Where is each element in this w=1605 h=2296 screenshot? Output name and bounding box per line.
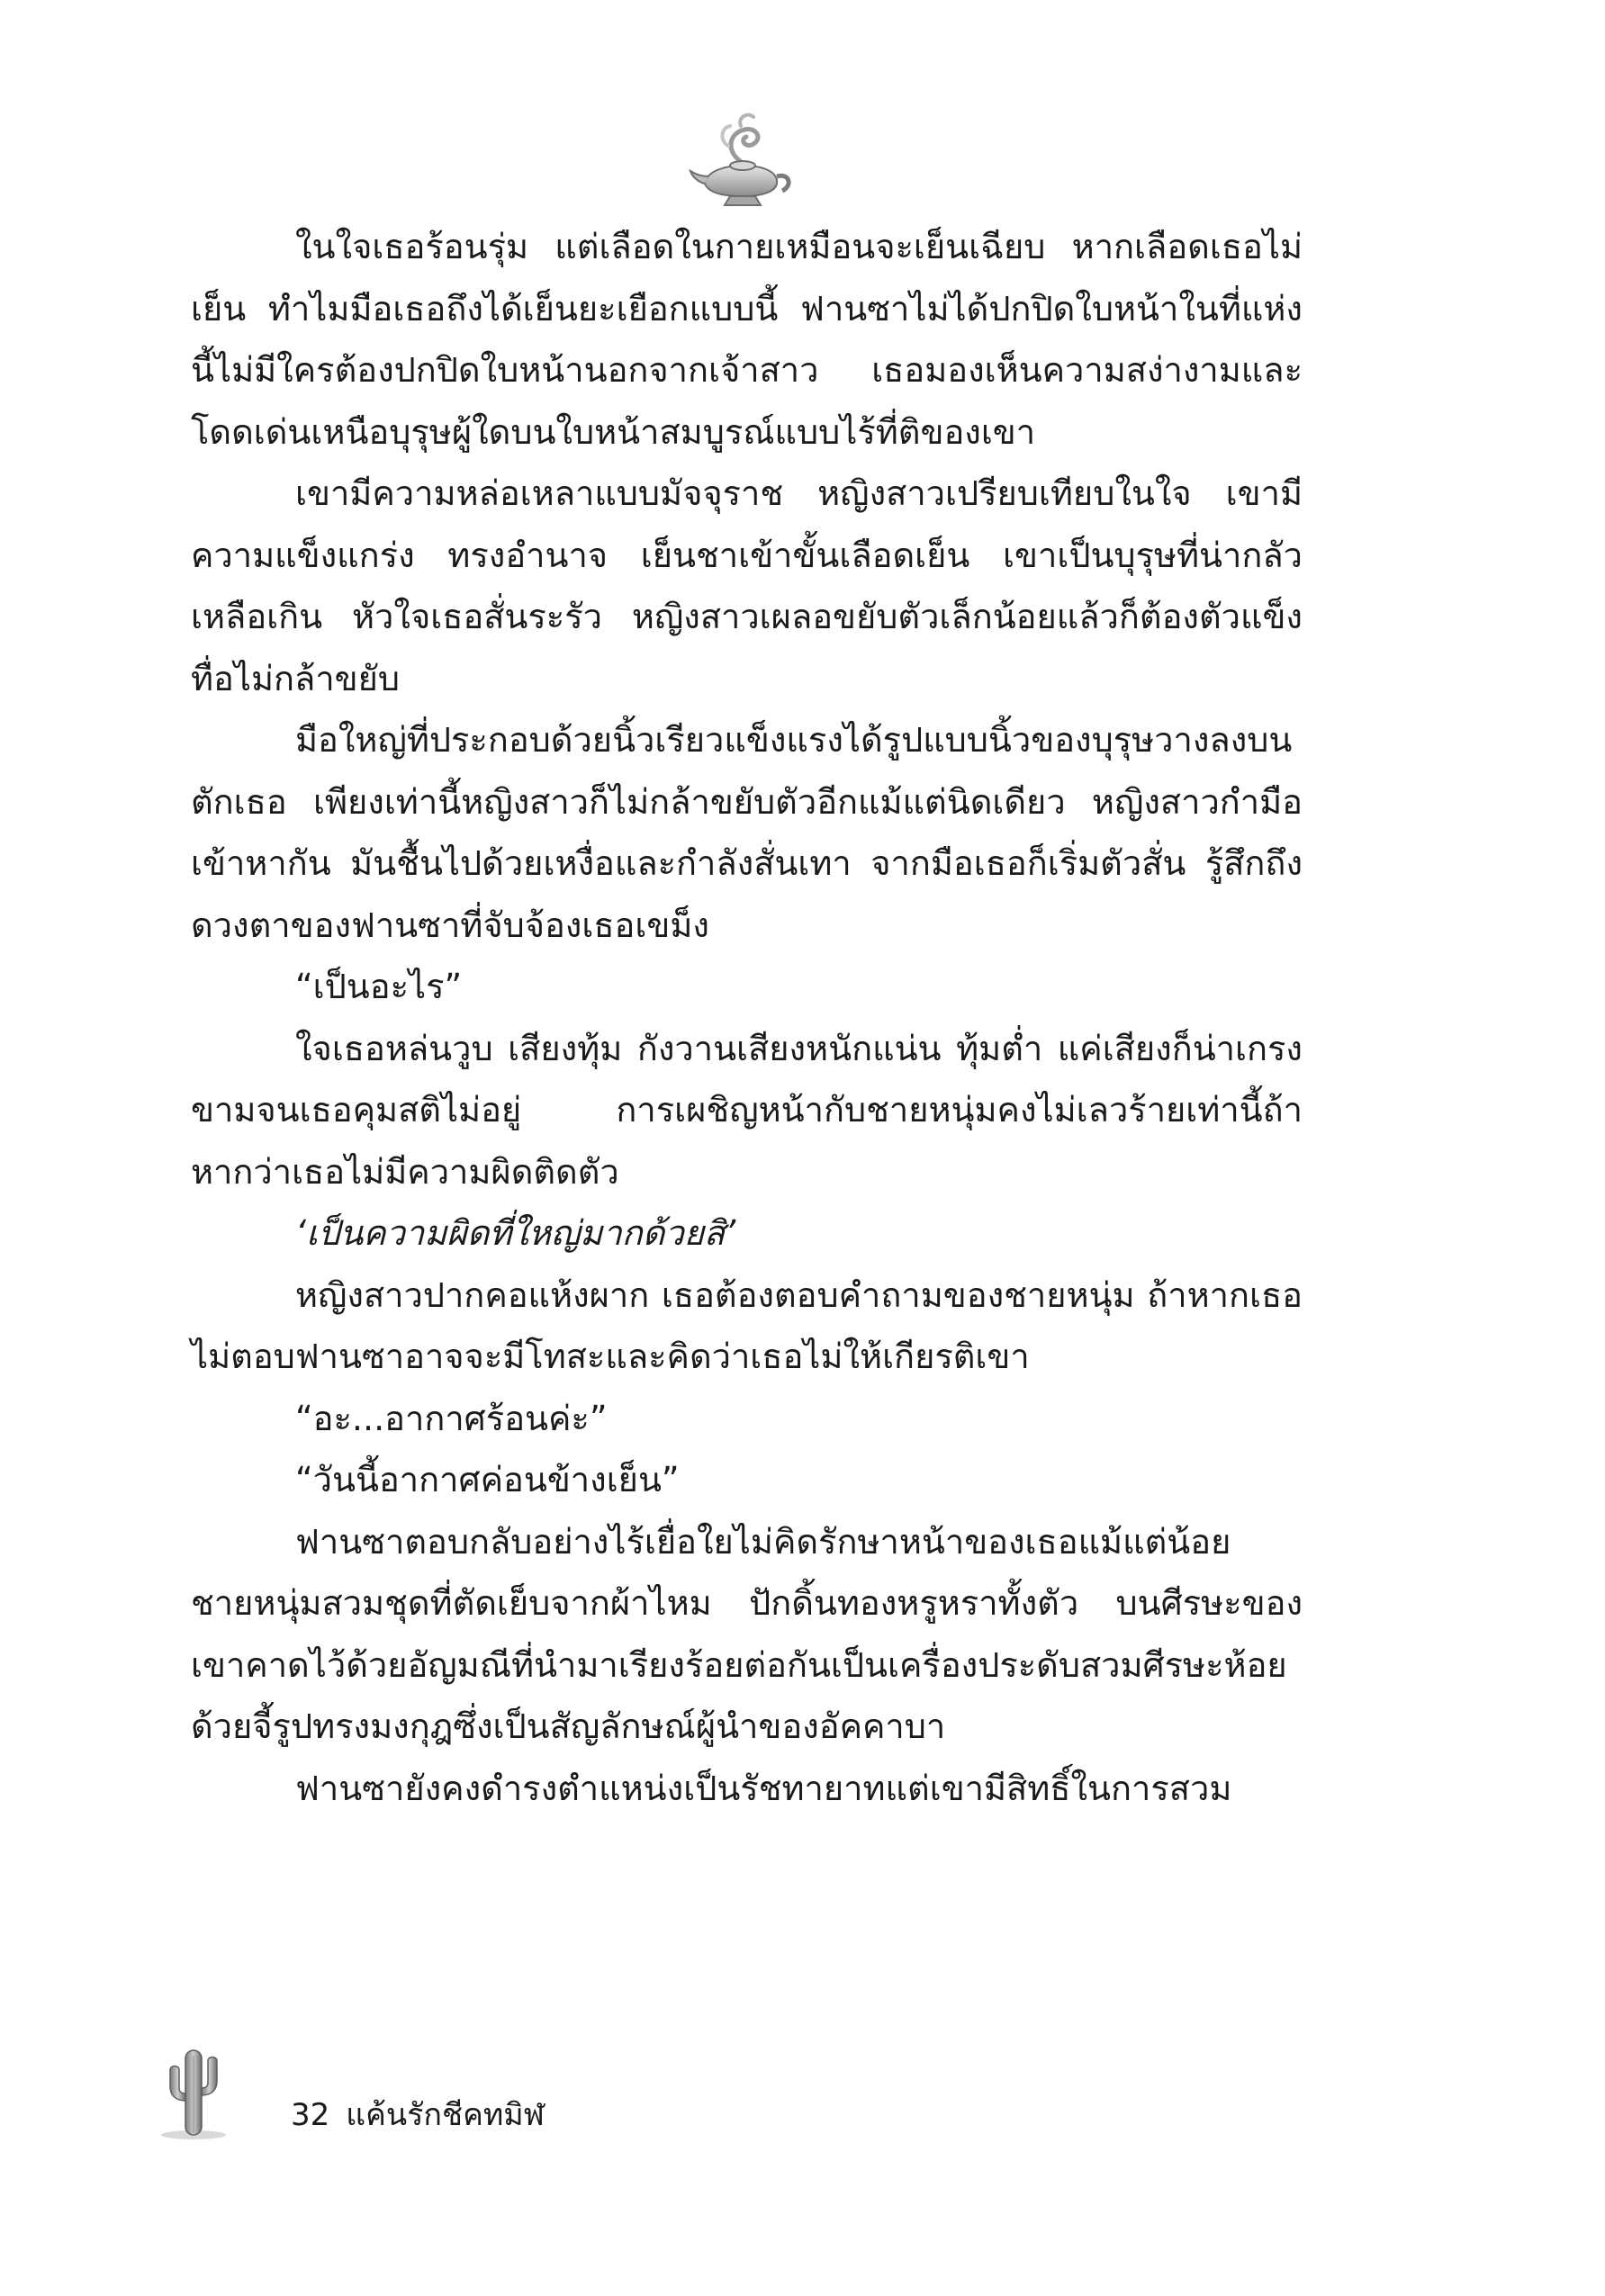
paragraph: เขามีความหล่อเหลาแบบมัจจุราช หญิงสาวเปรียบเทียบในใจ เขามีความแข็งแกร่ง ทรงอำนาจ เย็นชาเข้าขั้นเลือดเย็น เขาเป็นบุรุษที่น่ากลัวเหลือเกิน หัวใจเธอสั่นระรัว หญิงสาวเผลอขยับตัวเล็กน้อยแล้วก็ต้องตัวแข็งทื่อไม่กล้าขยับ <box>191 473 1303 698</box>
inner-thought-line: ‘เป็นความผิดที่ใหญ่มากด้วยสิ’ <box>295 1213 736 1253</box>
page-footer <box>158 2043 698 2142</box>
page-folio <box>291 2097 545 2133</box>
paragraph: มือใหญ่ที่ประกอบด้วยนิ้วเรียวแข็งแรงได้รูปแบบนิ้วของบุรุษวางลงบนตักเธอ เพียงเท่านี้หญิงสาวก็ไม่กล้าขยับตัวอีกแม้แต่นิดเดียว หญิงสาวกำมือเข้าหากัน มันชื้นไปด้วยเหงื่อและกำลังสั่นเทา จากมือเธอก็เริ่มตัวสั่น รู้สึกถึงดวงตาของฟานซาที่จับจ้องเธอเขม็ง <box>191 720 1303 945</box>
book-title: แค้นรักชีคทมิฬ <box>346 2097 545 2133</box>
paragraph: ฟานซาตอบกลับอย่างไร้เยื่อใยไม่คิดรักษาหน้าของเธอแม้แต่น้อย ชายหนุ่มสวมชุดที่ตัดเย็บจากผ้าไหม ปักดิ้นทองหรูหราทั้งตัว บนศีรษะของเขาคาดไว้ด้วยอัญมณีที่นำมาเรียงร้อยต่อกันเป็นเครื่องประดับสวมศีรษะห้อยด้วยจี้รูปทรงมงกุฎซึ่งเป็นสัญลักษณ์ผู้นำของอัคคาบา <box>191 1521 1303 1746</box>
genie-lamp-icon <box>689 108 797 216</box>
page-number: 32 <box>291 2097 330 2133</box>
paragraph: ใจเธอหล่นวูบ เสียงทุ้ม กังวานเสียงหนักแน่น ทุ้มต่ำ แค่เสียงก็น่าเกรงขามจนเธอคุมสติไม่อยู่ การเผชิญหน้ากับชายหนุ่มคงไม่เลวร้ายเท่านี้ถ้าหากว่าเธอไม่มีความผิดติดตัว <box>191 1028 1303 1192</box>
paragraph: ฟานซายังคงดำรงตำแหน่งเป็นรัชทายาทแต่เขามีสิทธิ์ในการสวม <box>295 1768 1232 1808</box>
paragraph: หญิงสาวปากคอแห้งผาก เธอต้องตอบคำถามของชายหนุ่ม ถ้าหากเธอไม่ตอบฟานซาอาจจะมีโทสะและคิดว่าเธอไม่ให้เกียรติเขา <box>191 1274 1303 1376</box>
cactus-icon <box>158 2043 230 2142</box>
dialogue-line: “อะ...อากาศร้อนค่ะ” <box>295 1398 608 1438</box>
chapter-body <box>191 216 1303 1819</box>
dialogue-line: “เป็นอะไร” <box>295 967 463 1006</box>
dialogue-line: “วันนี้อากาศค่อนข้างเย็น” <box>295 1460 680 1499</box>
paragraph: ในใจเธอร้อนรุ่ม แต่เลือดในกายเหมือนจะเย็นเฉียบ หากเลือดเธอไม่เย็น ทำไมมือเธอถึงได้เย็นยะเยือกแบบนี้ ฟานซาไม่ได้ปกปิดใบหน้าในที่แห่งนี้ไม่มีใครต้องปกปิดใบหน้านอกจากเจ้าสาว เธอมองเห็นความสง่างามและโดดเด่นเหนือบุรุษผู้ใดบนใบหน้าสมบูรณ์แบบไร้ที่ติของเขา <box>191 227 1303 452</box>
